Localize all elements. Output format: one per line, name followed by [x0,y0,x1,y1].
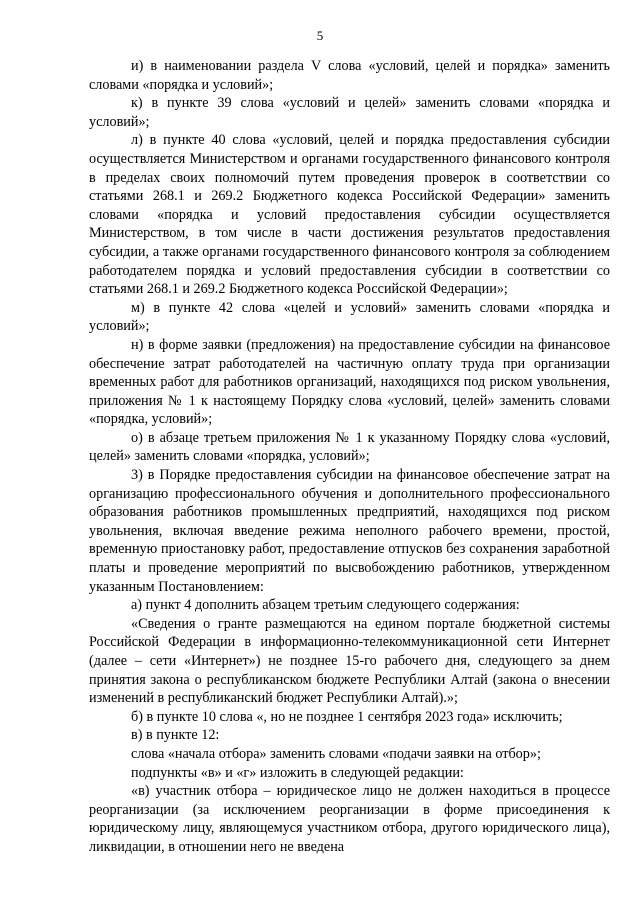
paragraph-3: 3) в Порядке предоставления субсидии на финансовое обеспечение затрат на организацию профессионального обучения и дополнительного профессионального образования работников промышленных предприятий, находящихся под риском увольнения, включая введение режима неполного рабочего времени, простой, временную приостановку работ, предоставление отпусков без сохранения заработной платы и проведение мероприятий по высвобождению работников, утвержденном указанным Постановлением: [89,467,610,595]
page-number: 5 [316,28,324,43]
paragraph-l: л) в пункте 40 слова «условий, целей и порядка предоставления субсидии осуществляется Министерством и органами государственного финансового контроля в пределах своих полномочий путем проведения проверок в соответствии со статьями 268.1 и 269.2 Бюджетного кодекса Российской Федерации» заменить словами «порядка и условий предоставления субсидии осуществляется Министерством, в том числе в части достижения результатов предоставления субсидии, а также органами государственного финансового контроля за соблюдением работодателем порядка и условий предоставления субсидии в соответствии со статьями 268.1 и 269.2 Бюджетного кодекса Российской Федерации»; [89,132,610,298]
paragraph-k: к) в пункте 39 слова «условий и целей» заменить словами «порядка и условий»; [89,95,610,130]
paragraph-subpoints: подпункты «в» и «г» изложить в следующей редакции: [131,764,464,781]
paragraph-quote-grant: «Сведения о гранте размещаются на едином портале бюджетной системы Российской Федерации в информационно-телекоммуникационной сети Интернет (далее – сети «Интернет») не позднее 15-го рабочего дня, следующего за днем принятия закона о республиканском бюджете Республики Алтай (закона о внесении изменений в республиканский бюджет Республики Алтай).»; [89,615,610,707]
paragraph-selection-words: слова «начала отбора» заменить словами «подачи заявки на отбор»; [131,745,541,762]
paragraph-v: в) в пункте 12: [131,727,220,744]
document-body [89,57,610,857]
paragraph-m: м) в пункте 42 слова «целей и условий» заменить словами «порядка и условий»; [89,299,610,335]
paragraph-quote-v: «в) участник отбора – юридическое лицо не должен находиться в процессе реорганизации (за исключением реорганизации в форме присоединения к юридическому лицу, являющемуся участником отбора, другого юридического лица), ликвидации, в отношении него не введена [89,783,610,855]
paragraph-i: и) в наименовании раздела V слова «условий, целей и порядка» заменить словами «порядка и условий»; [89,58,610,93]
paragraph-b: б) в пункте 10 слова «, но не позднее 1 сентября 2023 года» исключить; [131,708,563,725]
paragraph-a: а) пункт 4 дополнить абзацем третьим следующего содержания: [131,597,520,614]
paragraph-o: о) в абзаце третьем приложения № 1 к указанному Порядку слова «условий, целей» заменить словами «порядка, условий»; [89,429,610,465]
paragraph-n: н) в форме заявки (предложения) на предоставление субсидии на финансовое обеспечение затрат работодателей на частичную оплату труда при организации временных работ для работников организаций, находящихся под риском увольнения, приложения № 1 к настоящему Порядку слова «условий, целей» заменить словами «порядка, условий»; [89,336,610,428]
